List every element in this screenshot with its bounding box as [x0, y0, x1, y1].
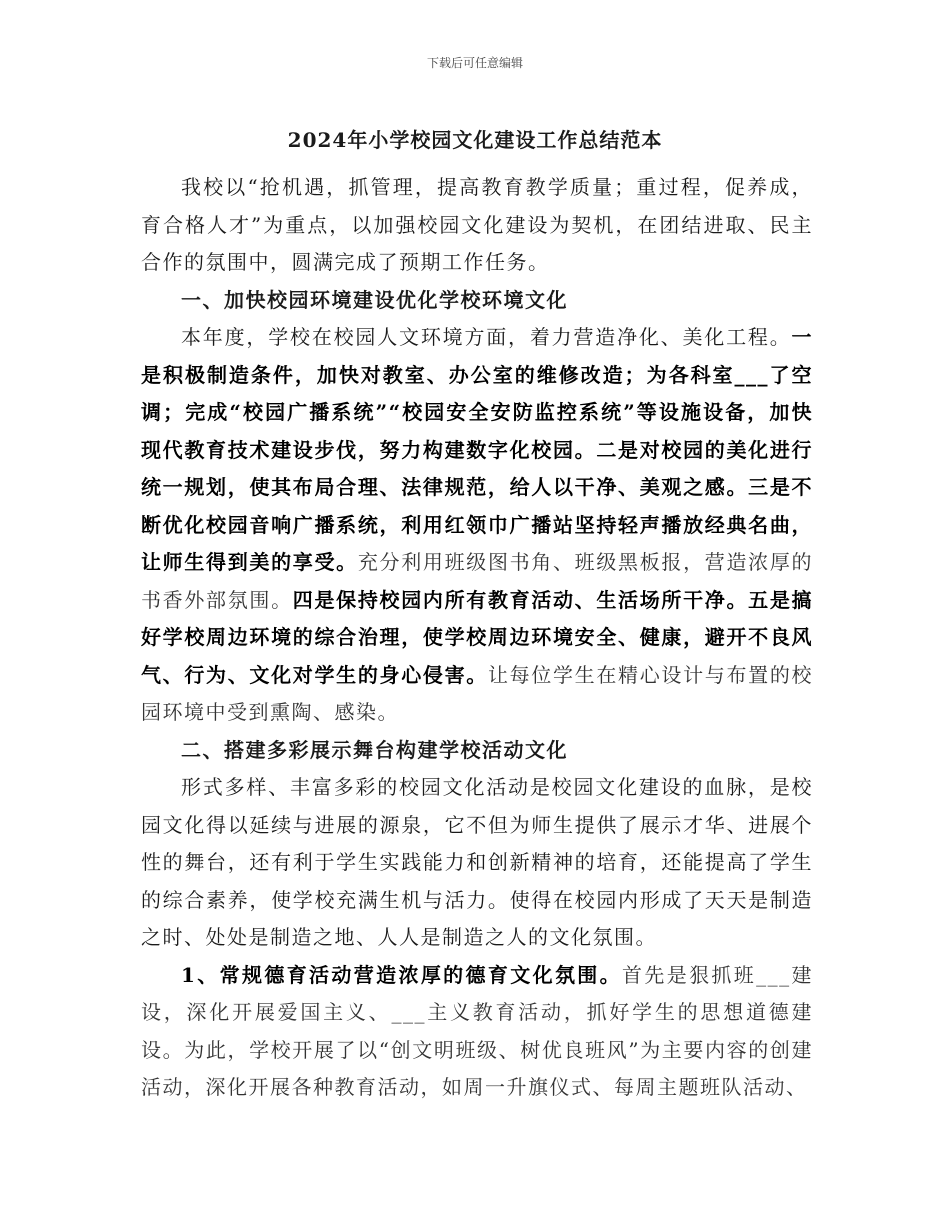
text-segment: 让每位学生在精心设计与布置的校园环境中受到熏陶、感染。 — [141, 662, 814, 724]
bold-text-segment: 一是积极制造条件，加快对教室、办公室的维修改造；为各科室___了空调；完成“校园广播系统”“校园安全安防监控系统”等设施设备，加快现代教育技术建设步伐，努力构建数字化校园。二是对校园的美化进行统一规划，使其布局合理、法律规范，给人以干净、美观之感。三是不断优化校园音响广播系统，利用红领巾广播站坚持轻声播放经典名曲，让师生得到美的享受。 — [141, 325, 813, 574]
text-segment: 本年度，学校在校园人文环境方面，着力营造净化、美化工程。 — [181, 325, 792, 349]
bold-text-segment: 四是保持校园内所有教育活动、生活场所干净。五是搞好学校周边环境的综合治理，使学校周边环境安全、健康，避开不良风气、行为、文化对学生的身心侵害。 — [141, 587, 814, 687]
bold-text-segment: 1、常规德育活动营造浓厚的德育文化氛围。 — [181, 962, 623, 987]
document-body — [141, 169, 813, 1107]
section-heading-2 — [141, 732, 813, 770]
paragraph-moral-education — [141, 957, 813, 1107]
text-segment: 我校以“抢机遇，抓管理，提高教育教学质量；重过程，促养成，育合格人才”为重点，以加强校园文化建设为契机，在团结进取、民主合作的氛围中，圆满完成了预期工作任务。 — [141, 175, 813, 274]
text-segment: 首先是狠抓班___建设，深化开展爱国主义、___主义教育活动，抓好学生的思想道德建设。为此，学校开展了以“创文明班级、树优良班风”为主要内容的创建活动，深化开展各种教育活动，如周一升旗仪式、每周主题班队活动、 — [141, 962, 813, 1099]
text-segment: 充分利用班级图书角、班级黑板报，营造浓厚的书香外部氛围。 — [141, 550, 814, 612]
heading-text: 二、搭建多彩展示舞台构建学校活动文化 — [181, 737, 568, 762]
document-title: 2024年小学校园文化建设工作总结范本 — [287, 128, 663, 152]
header-note: 下载后可任意编辑 — [426, 56, 523, 70]
paragraph-environment — [141, 319, 813, 732]
heading-text: 一、加快校园环境建设优化学校环境文化 — [181, 287, 568, 312]
paragraph-activities — [141, 769, 813, 957]
paragraph-intro — [141, 169, 813, 282]
section-heading-1 — [141, 282, 813, 320]
text-segment: 形式多样、丰富多彩的校园文化活动是校园文化建设的血脉，是校园文化得以延续与进展的源泉，它不但为师生提供了展示才华、进展个性的舞台，还有利于学生实践能力和创新精神的培育，还能提高了学生的综合素养，使学校充满生机与活力。使得在校园内形成了天天是制造之时、处处是制造之地、人人是制造之人的文化氛围。 — [141, 775, 813, 949]
